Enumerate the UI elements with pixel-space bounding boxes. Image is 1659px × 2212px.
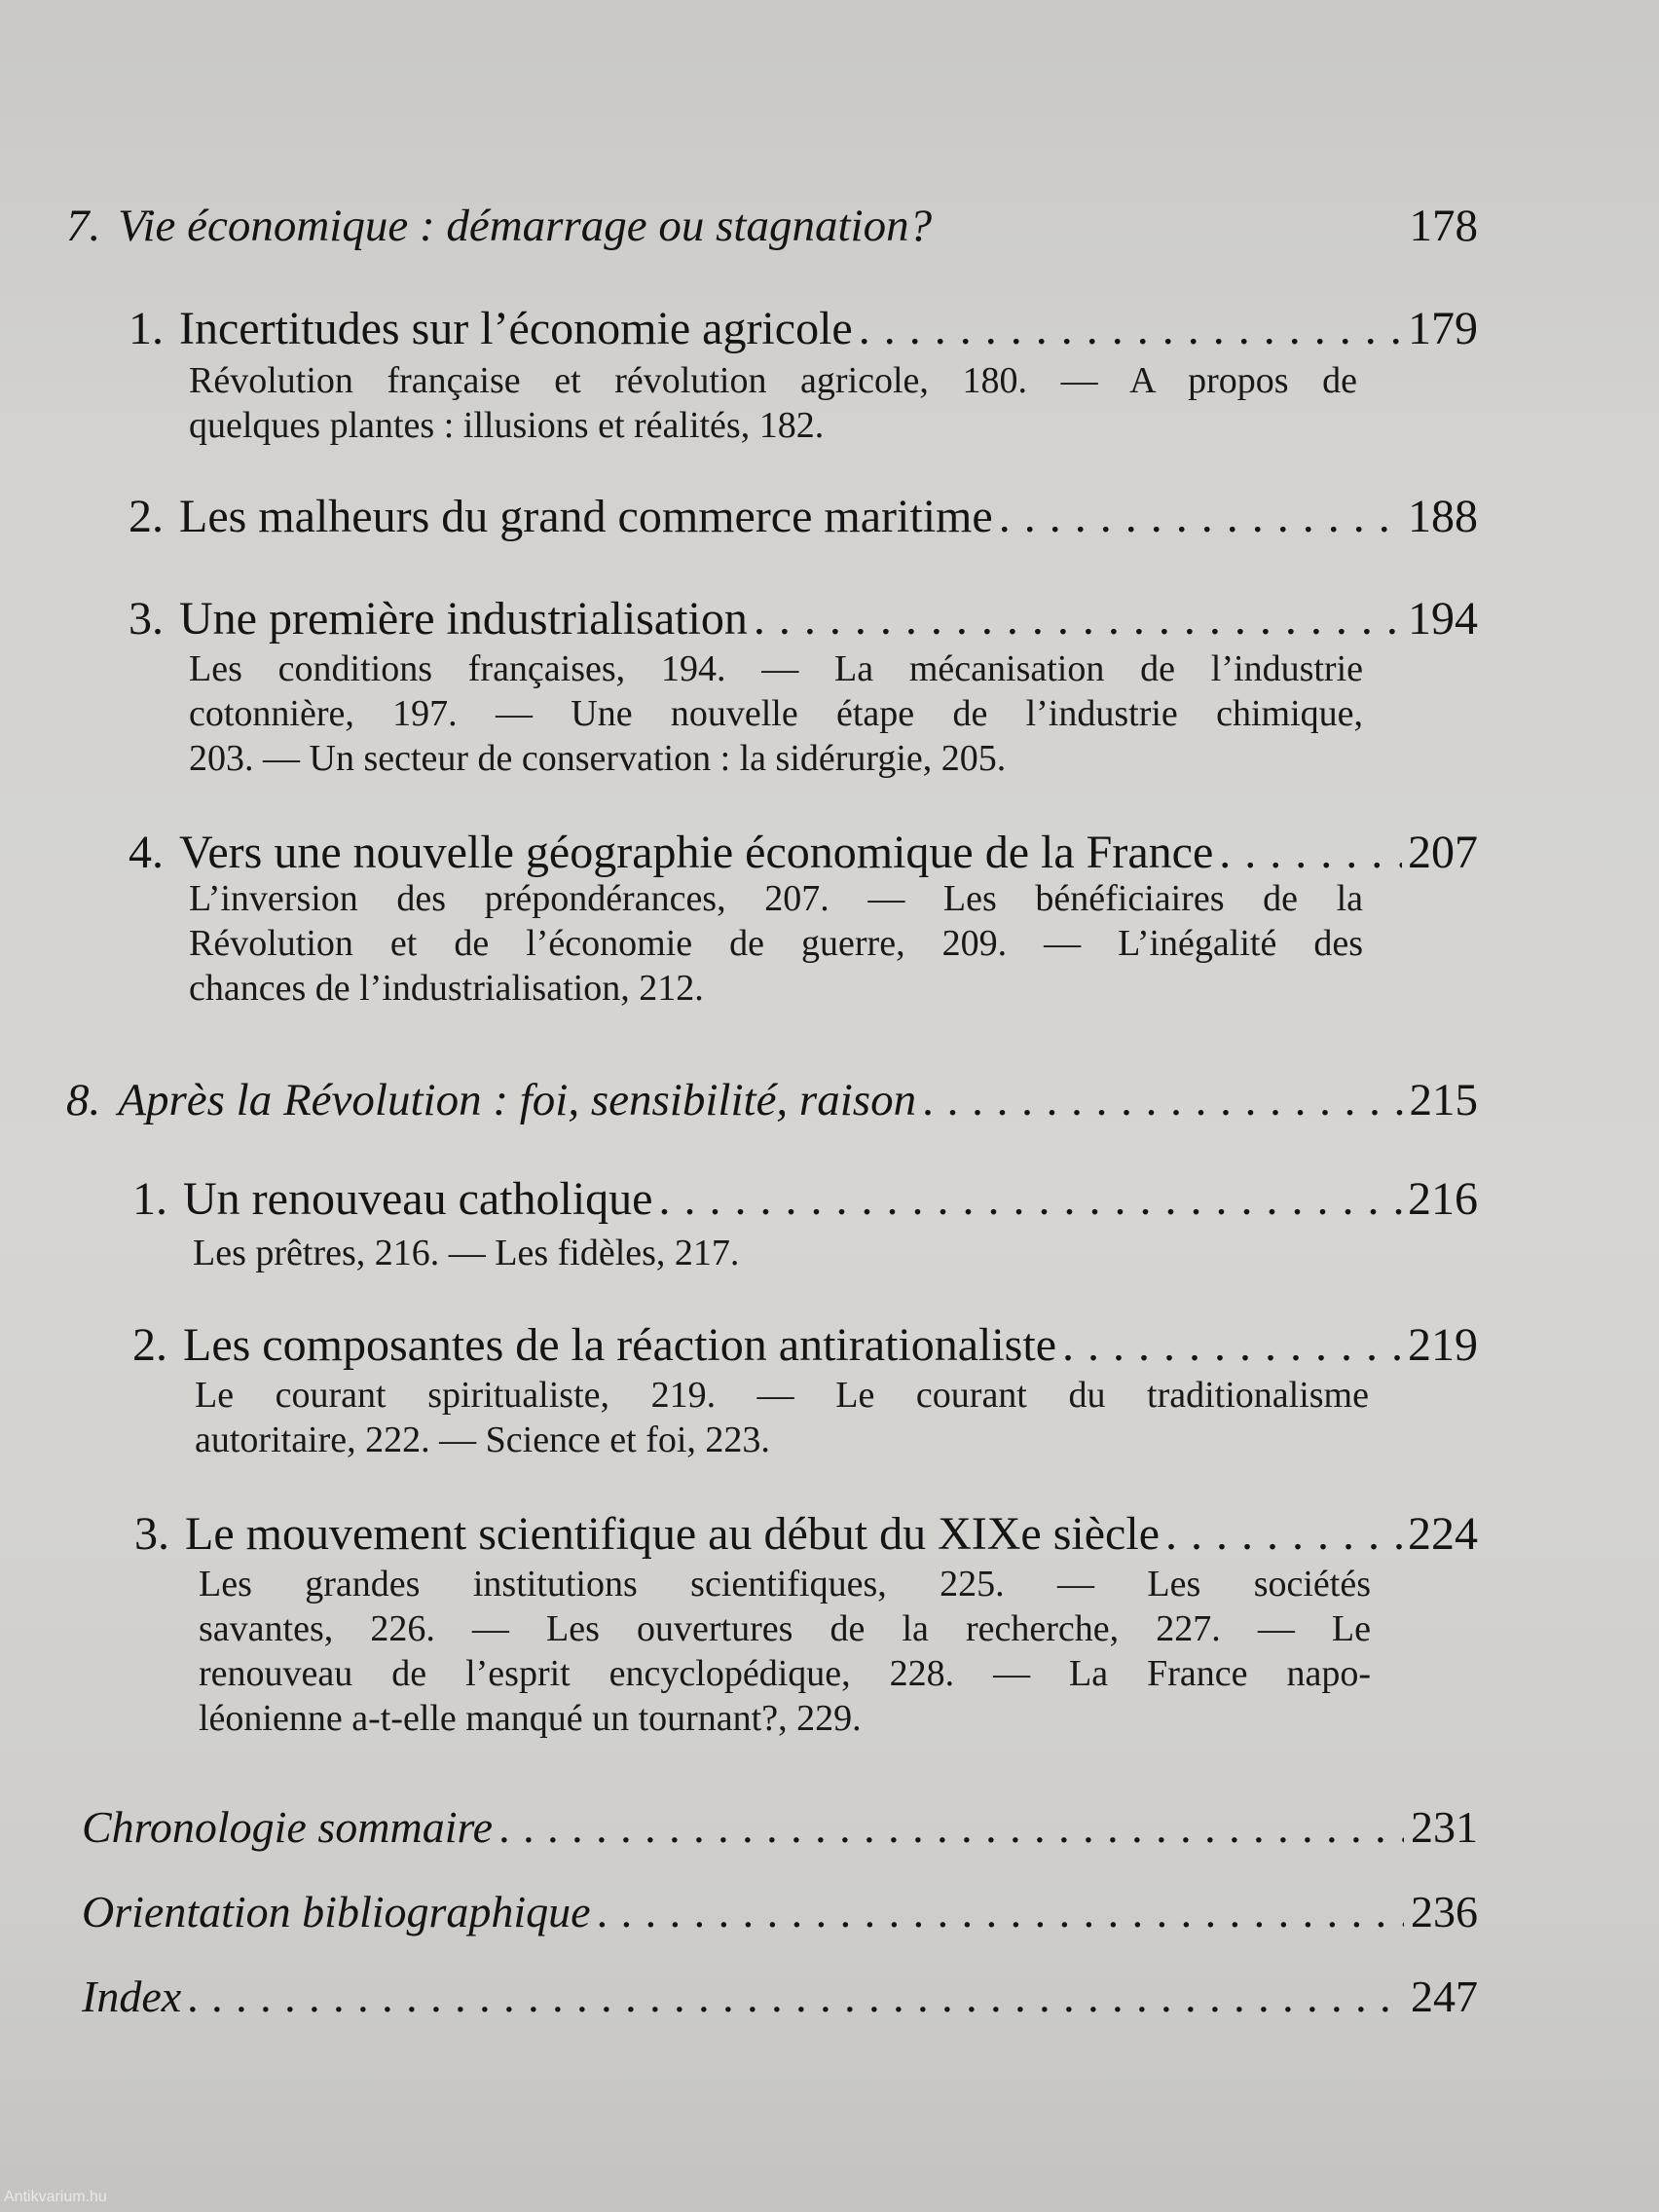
summary-line: savantes, 226. — Les ouvertures de la recherche, 227. — Le — [199, 1608, 1371, 1649]
section-summary — [199, 1562, 1371, 1741]
page-number: 194 — [1408, 593, 1478, 645]
section-number: 3. — [134, 1508, 169, 1560]
page-number: 179 — [1408, 303, 1478, 354]
summary-line: quelques plantes : illusions et réalités, 182. — [189, 405, 825, 446]
section-title: Une première industrialisation — [179, 593, 748, 645]
toc-section-7-4[interactable] — [129, 826, 1478, 879]
summary-line: autoritaire, 222. — Science et foi, 223. — [195, 1419, 770, 1460]
summary-line: cotonnière, 197. — Une nouvelle étape de l’industrie chimique, — [189, 693, 1363, 734]
toc-chronology[interactable] — [82, 1801, 1478, 1853]
leader-dots — [859, 302, 1402, 355]
summary-line: Révolution française et révolution agricole, 180. — A propos de — [189, 360, 1357, 401]
chapter-number: 7. — [66, 201, 101, 251]
section-number: 1. — [129, 303, 164, 354]
leader-dots — [187, 1971, 1404, 2022]
leader-dots — [658, 1172, 1402, 1226]
summary-line: Les prêtres, 216. — Les fidèles, 217. — [193, 1233, 740, 1273]
section-number: 4. — [129, 827, 164, 878]
toc-chapter-8[interactable] — [66, 1074, 1478, 1126]
toc-section-8-3[interactable] — [134, 1507, 1478, 1561]
section-title: Vers une nouvelle géographie économique de la France — [179, 827, 1214, 878]
toc-index[interactable] — [82, 1971, 1478, 2022]
section-title: Un renouveau catholique — [183, 1173, 653, 1225]
leader-dots — [922, 1074, 1403, 1126]
toc-section-8-2[interactable] — [132, 1318, 1478, 1372]
leader-dots — [498, 1801, 1404, 1853]
page-number: 178 — [1409, 201, 1478, 251]
toc-section-7-1[interactable] — [129, 302, 1478, 355]
chapter-number: 8. — [66, 1075, 101, 1125]
section-summary — [189, 358, 1357, 448]
section-number: 2. — [129, 491, 164, 542]
section-number: 3. — [129, 593, 164, 645]
leader-dots — [597, 1886, 1404, 1937]
summary-line: chances de l’industrialisation, 212. — [189, 968, 704, 1009]
toc-section-7-2[interactable] — [129, 490, 1478, 543]
section-summary — [195, 1373, 1369, 1462]
section-summary — [189, 876, 1363, 1011]
section-title: Le mouvement scientifique au début du XIXe siècle — [185, 1508, 1160, 1560]
toc-chapter-7[interactable] — [66, 200, 1478, 252]
leader-dots — [1165, 1507, 1402, 1561]
entry-title: Chronologie sommaire — [82, 1802, 494, 1852]
chapter-title: Après la Révolution : foi, sensibilité, raison — [118, 1075, 917, 1125]
page-number: 207 — [1408, 827, 1478, 878]
leader-dots — [1219, 826, 1402, 879]
summary-line: 203. — Un secteur de conservation : la sidérurgie, 205. — [189, 738, 1007, 779]
summary-line: Les conditions françaises, 194. — La mécanisation de l’industrie — [189, 648, 1363, 689]
page-number: 219 — [1408, 1319, 1478, 1371]
leader-dots — [1062, 1318, 1402, 1372]
section-title: Les composantes de la réaction antirationaliste — [183, 1319, 1056, 1371]
section-summary — [193, 1231, 1361, 1275]
watermark-text: Antikvarium.hu — [4, 2189, 107, 2205]
page-number: 247 — [1411, 1972, 1478, 2021]
entry-title: Index — [82, 1972, 182, 2021]
summary-line: L’inversion des prépondérances, 207. — Les bénéficiaires de la — [189, 878, 1363, 919]
summary-line: léonienne a-t-elle manqué un tournant?, 229. — [199, 1698, 862, 1739]
summary-line: Révolution et de l’économie de guerre, 209. — L’inégalité des — [189, 923, 1363, 964]
section-number: 2. — [132, 1319, 167, 1371]
toc-section-7-3[interactable] — [129, 592, 1478, 645]
section-summary — [189, 646, 1363, 781]
page-number: 231 — [1411, 1802, 1478, 1852]
entry-title: Orientation bibliographique — [82, 1887, 591, 1936]
leader-dots — [999, 490, 1402, 543]
page-number: 236 — [1411, 1887, 1478, 1936]
chapter-title: Vie économique : démarrage ou stagnation? — [118, 201, 933, 251]
page-number: 224 — [1408, 1508, 1478, 1560]
leader-dots — [754, 592, 1402, 645]
summary-line: Les grandes institutions scientifiques, 225. — Les sociétés — [199, 1564, 1371, 1604]
section-number: 1. — [132, 1173, 167, 1225]
section-title: Incertitudes sur l’économie agricole — [179, 303, 853, 354]
page-number: 216 — [1408, 1173, 1478, 1225]
page-number: 215 — [1409, 1075, 1478, 1125]
page-number: 188 — [1408, 491, 1478, 542]
section-title: Les malheurs du grand commerce maritime — [179, 491, 993, 542]
toc-section-8-1[interactable] — [132, 1172, 1478, 1226]
toc-bibliography[interactable] — [82, 1886, 1478, 1937]
summary-line: renouveau de l’esprit encyclopédique, 228. — La France napo- — [199, 1653, 1371, 1694]
summary-line: Le courant spiritualiste, 219. — Le courant du traditionalisme — [195, 1375, 1369, 1416]
